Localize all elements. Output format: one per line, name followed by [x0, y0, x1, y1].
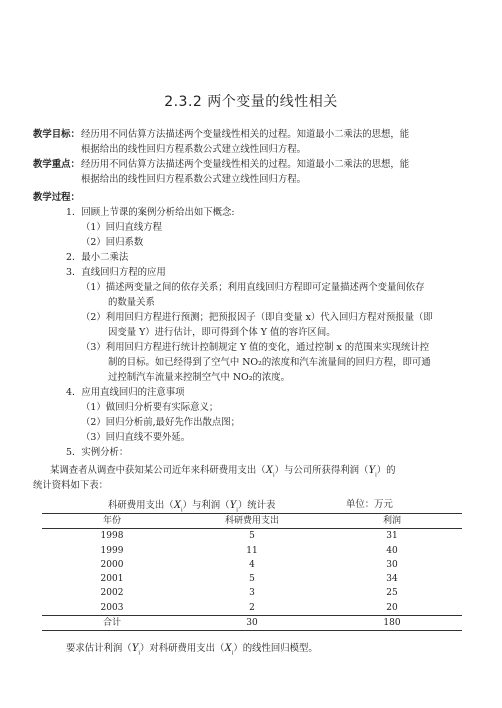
process-item: 过控制汽车流量来控制空气中 NO₂的浓度。 — [108, 372, 291, 383]
process-item: 因变量 Y）进行估计，即可得到个体 Y 值的容许区间。 — [108, 327, 336, 338]
table-cell: 5 — [249, 531, 255, 542]
process-item: （2）利用回归方程进行预测；把预报因子（即自变量 x）代入回归方程对预报量（即 — [81, 312, 433, 323]
table-cell: 30 — [386, 559, 398, 570]
table-row — [42, 601, 462, 616]
table-cell: 34 — [386, 574, 398, 585]
table-cell: 2 — [249, 602, 255, 613]
process-item: （2）回归分析前,最好先作出散点图； — [81, 417, 240, 428]
focus-line-1: 经历用不同估算方法描述两个变量线性相关的过程。知道最小二乘法的思想，能 — [81, 159, 410, 170]
table-cell: 合计 — [42, 616, 182, 631]
process-item: （2）回归系数 — [81, 237, 144, 248]
intro-line-2: 统计资料如下表： — [33, 480, 109, 491]
table-cell: 2000 — [100, 559, 124, 570]
goal-label: 教学目标： — [33, 129, 80, 140]
table-cell: 11 — [246, 545, 258, 556]
var-x: $X_i$ — [265, 462, 275, 479]
var-x: $X_i$ — [224, 640, 234, 657]
var-y: $Y_i$ — [368, 462, 377, 479]
table-row — [42, 572, 462, 586]
column-header: 年份 — [42, 514, 182, 529]
table-unit: 单位：万元 — [346, 499, 393, 510]
process-item: （1）描述两变量之间的依存关系；利用直线回归方程即可定量描述两个变量间依存 — [81, 282, 425, 293]
goal-line-1: 经历用不同估算方法描述两个变量线性相关的过程。知道最小二乘法的思想，能 — [81, 129, 410, 140]
process-item: 4．应用直线回归的注意事项 — [66, 387, 185, 398]
process-item: （1）做回归分析要有实际意义； — [81, 402, 219, 413]
process-item: （3）回归直线不要外延。 — [81, 432, 191, 443]
table-cell: 180 — [322, 616, 462, 631]
request-line: 要求估计利润$(Y_i)$对科研费用支出$(X_i)$的线性回归模型。 — [66, 640, 318, 657]
table-cell: 4 — [249, 559, 255, 570]
table-cell: 20 — [386, 602, 398, 613]
process-item: （1）回归直线方程 — [81, 222, 162, 233]
column-header: 科研费用支出 — [182, 514, 322, 529]
table-cell: 1999 — [100, 545, 124, 556]
table-header-row — [42, 514, 462, 529]
table-cell: 31 — [386, 531, 398, 542]
table-row — [42, 558, 462, 572]
process-item: （3）利用回归方程进行统计控制规定 Y 值的变化，通过控制 x 的范围来实现统计控 — [81, 342, 430, 353]
var-x: $X_i$ — [173, 497, 183, 514]
goal-line-2: 根据给出的线性回归方程系数公式建立线性回归方程。 — [81, 144, 307, 155]
focus-label: 教学重点： — [33, 159, 80, 170]
var-y: $Y_i$ — [229, 497, 238, 514]
focus-line-2: 根据给出的线性回归方程系数公式建立线性回归方程。 — [81, 174, 307, 185]
process-item: 的数量关系 — [108, 297, 155, 308]
table-row — [42, 544, 462, 558]
table-cell: 30 — [182, 616, 322, 631]
table-cell: 40 — [386, 545, 398, 556]
process-label: 教学过程： — [33, 192, 80, 203]
table-caption: 科研费用支出$(X_i)$与利润$(Y_i)$统计表 — [108, 497, 276, 514]
column-header: 利润 — [322, 514, 462, 529]
table-cell: 25 — [386, 588, 398, 599]
process-item: 制的目标。如已经得到了空气中 NO₂的浓度和汽车流量间的回归方程，即可通 — [108, 357, 431, 368]
table-cell: 3 — [249, 588, 255, 599]
table-cell: 2001 — [100, 574, 124, 585]
process-item: 2．最小二乘法 — [66, 252, 129, 263]
table-cell: 5 — [249, 574, 255, 585]
process-item: 1．回顾上节课的案例分析给出如下概念: — [66, 207, 235, 218]
table-row — [42, 529, 462, 544]
table-cell: 1998 — [100, 531, 124, 542]
table-cell: 2002 — [100, 588, 124, 599]
table-cell: 2003 — [100, 602, 124, 613]
data-table — [42, 513, 462, 631]
page-title: 2.3.2 两个变量的线性相关 — [164, 94, 338, 110]
process-item: 5．实例分析： — [66, 447, 129, 458]
intro-line-1: 某调查者从调查中获知某公司近年来科研费用支出$(X_i)$与公司所获得利润$(Y_i)$的 — [50, 462, 396, 479]
table-row — [42, 586, 462, 600]
table-total-row — [42, 616, 462, 631]
process-item: 3．直线回归方程的应用 — [66, 267, 166, 278]
var-y: $Y_i$ — [131, 640, 140, 657]
